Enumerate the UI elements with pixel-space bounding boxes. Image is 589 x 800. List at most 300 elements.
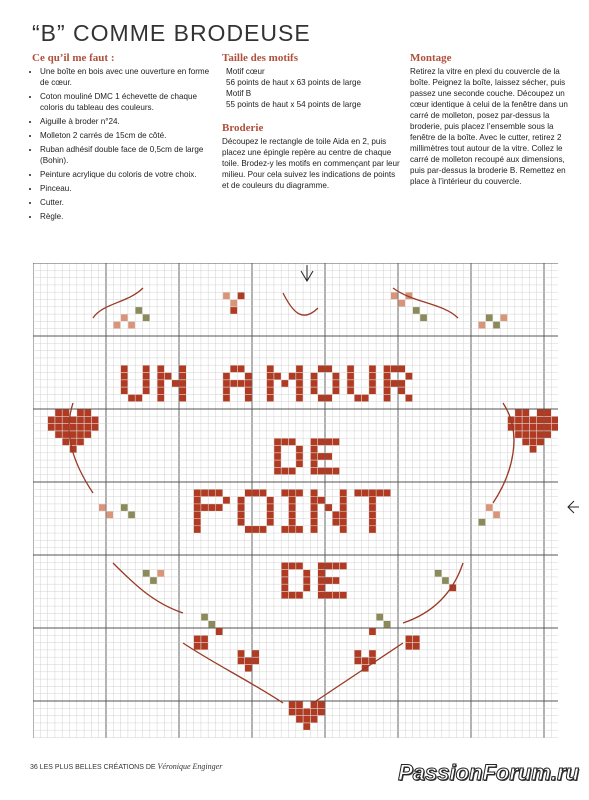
word-amour [391, 366, 398, 373]
word-point-outline [216, 504, 223, 511]
word-point-outline [289, 504, 296, 511]
heart-left [92, 424, 99, 431]
sizes-column [222, 52, 402, 191]
word-point-outline [194, 490, 201, 497]
word-point-outline [311, 519, 318, 526]
word-de-lower [340, 563, 347, 570]
word-point-outline [311, 504, 318, 511]
flower-stitch [157, 570, 164, 577]
word-de-lower [333, 592, 340, 599]
word-un [121, 373, 128, 380]
word-amour [369, 380, 376, 387]
word-point-outline [369, 504, 376, 511]
assembly-column [410, 52, 580, 187]
heart-right [544, 409, 551, 416]
flower-stitch [493, 512, 500, 519]
heart-bottom [289, 701, 296, 708]
word-un [157, 366, 164, 373]
ornament [245, 658, 252, 665]
word-amour [406, 395, 413, 402]
word-un [179, 387, 186, 394]
word-point-outline [238, 519, 245, 526]
word-amour [311, 380, 318, 387]
word-de [282, 439, 289, 446]
word-amour [267, 366, 274, 373]
word-amour [398, 380, 405, 387]
heart-left [63, 409, 70, 416]
word-de [311, 460, 318, 467]
heart-right [522, 417, 529, 424]
flower-stitch [121, 504, 128, 511]
materials-list [32, 66, 212, 222]
word-un [143, 366, 150, 373]
word-amour [238, 366, 245, 373]
heart-right [537, 431, 544, 438]
word-amour [245, 395, 252, 402]
word-point-outline [267, 497, 274, 504]
word-amour [347, 387, 354, 394]
word-point-outline [340, 490, 347, 497]
word-amour [398, 387, 405, 394]
word-point-outline [340, 519, 347, 526]
word-de [274, 446, 281, 453]
heart-right [544, 417, 551, 424]
word-point-outline [238, 497, 245, 504]
word-de-lower [303, 570, 310, 577]
heart-left [70, 424, 77, 431]
heart-right [537, 409, 544, 416]
list-item: • Ruban adhésif double face de 0,5cm de large (Bohin). [40, 144, 212, 166]
word-amour [245, 380, 252, 387]
flower-stitch [501, 314, 508, 321]
word-de-lower [318, 577, 325, 584]
word-de [274, 439, 281, 446]
forum-watermark: PassionForum.ru [398, 760, 579, 785]
word-point-outline [362, 490, 369, 497]
heart-right [522, 409, 529, 416]
materials-column [32, 52, 212, 225]
ornament [413, 643, 420, 650]
word-de-lower [296, 563, 303, 570]
word-point-outline [252, 526, 259, 533]
word-de [311, 453, 318, 460]
word-de [296, 446, 303, 453]
heart-bottom [318, 701, 325, 708]
flower-stitch [486, 314, 493, 321]
word-point-outline [369, 497, 376, 504]
heart-left [48, 417, 55, 424]
heart-right [537, 424, 544, 431]
word-point-outline [223, 497, 230, 504]
flower-stitch [128, 512, 135, 519]
ornament [406, 636, 413, 643]
word-point-outline [333, 519, 340, 526]
heart-left [77, 439, 84, 446]
heart-left [55, 417, 62, 424]
ornament [194, 636, 201, 643]
list-item: • Cutter. [40, 197, 212, 208]
word-de-lower [340, 592, 347, 599]
word-amour [223, 380, 230, 387]
heart-bottom [303, 723, 310, 730]
word-amour [238, 380, 245, 387]
word-point-outline [376, 490, 383, 497]
word-de [325, 468, 332, 475]
flower-stitch [143, 314, 150, 321]
heart-bottom [303, 709, 310, 716]
flower-stitch [486, 504, 493, 511]
word-amour [347, 380, 354, 387]
word-un [121, 380, 128, 387]
word-point-outline [209, 504, 216, 511]
word-point-outline [245, 490, 252, 497]
word-amour [362, 395, 369, 402]
heart-right [544, 431, 551, 438]
word-un [179, 395, 186, 402]
embroidery-text: Découpez le rectangle de toile Aida en 2, puis placez une épingle repère au centre de chaque toile. Brodez-y les motifs en commençant par leur milieu. Pour cela suivez les indications de points et de couleurs du diagramme. [222, 137, 400, 190]
flower-stitch [493, 322, 500, 329]
word-de-lower [282, 563, 289, 570]
word-amour [223, 373, 230, 380]
word-point-outline [201, 504, 208, 511]
ornament [355, 650, 362, 657]
word-point-outline [289, 497, 296, 504]
word-amour [406, 373, 413, 380]
ornament [362, 658, 369, 665]
word-de-lower [325, 577, 332, 584]
word-point-outline [201, 490, 208, 497]
center-arrow-left-icon [565, 500, 581, 514]
heart-bottom [296, 716, 303, 723]
word-de-lower [282, 585, 289, 592]
word-amour [347, 366, 354, 373]
flower-stitch [479, 322, 486, 329]
word-de [325, 439, 332, 446]
word-de-lower [289, 563, 296, 570]
word-de [318, 453, 325, 460]
word-un [179, 366, 186, 373]
word-amour [384, 380, 391, 387]
word-amour [245, 387, 252, 394]
word-amour [311, 387, 318, 394]
word-de-lower [289, 592, 296, 599]
heart-right [515, 424, 522, 431]
flower-stitch [435, 570, 442, 577]
heart-left [84, 431, 91, 438]
flower-stitch [99, 504, 106, 511]
word-un [136, 395, 143, 402]
word-point-outline [311, 497, 318, 504]
word-de [296, 460, 303, 467]
word-amour [333, 373, 340, 380]
word-de-lower [303, 577, 310, 584]
word-amour [267, 380, 274, 387]
word-de [289, 468, 296, 475]
size-line: Motif B [226, 89, 252, 98]
ornament [413, 636, 420, 643]
heart-left [84, 409, 91, 416]
word-de [296, 453, 303, 460]
word-amour [318, 395, 325, 402]
assembly-heading: Montage [410, 52, 452, 64]
flower-stitch [201, 614, 208, 621]
word-de-lower [325, 592, 332, 599]
ornament [252, 650, 259, 657]
word-de-lower [325, 563, 332, 570]
flower-stitch [106, 512, 113, 519]
flower-stitch [420, 314, 427, 321]
word-point-outline [384, 490, 391, 497]
word-de [318, 468, 325, 475]
word-point-outline [209, 490, 216, 497]
word-un [121, 366, 128, 373]
heart-bottom [318, 709, 325, 716]
flower-stitch [136, 307, 143, 314]
word-point-outline [194, 519, 201, 526]
vine-line [183, 643, 283, 703]
word-point-outline [238, 504, 245, 511]
page-footer [30, 762, 222, 771]
ornament [238, 650, 245, 657]
flower-stitch [128, 322, 135, 329]
heart-left [77, 431, 84, 438]
word-de-lower [318, 563, 325, 570]
ornament [406, 643, 413, 650]
list-item: • Une boîte en bois avec une ouverture en forme de cœur. [40, 66, 212, 88]
word-amour [230, 380, 237, 387]
word-amour [245, 373, 252, 380]
word-amour [223, 395, 230, 402]
word-point-outline [296, 490, 303, 497]
heart-bottom [296, 709, 303, 716]
flower-stitch [209, 621, 216, 628]
heart-right [530, 424, 537, 431]
page-number: 36 [30, 764, 38, 771]
word-un [172, 380, 179, 387]
word-de [311, 439, 318, 446]
heart-right [537, 417, 544, 424]
word-un [157, 395, 164, 402]
word-de [274, 468, 281, 475]
word-amour [230, 366, 237, 373]
ornament [194, 643, 201, 650]
heart-right [522, 424, 529, 431]
vine-line [283, 293, 318, 315]
word-point-outline [289, 519, 296, 526]
word-amour [296, 366, 303, 373]
word-amour [267, 387, 274, 394]
word-un [143, 380, 150, 387]
size-line: Motif cœur [226, 67, 265, 76]
word-amour [296, 373, 303, 380]
heart-left [63, 439, 70, 446]
word-point-outline [267, 504, 274, 511]
word-un [179, 373, 186, 380]
heart-right [515, 431, 522, 438]
heart-left [63, 424, 70, 431]
heart-left [55, 431, 62, 438]
heart-left [70, 431, 77, 438]
word-de [333, 468, 340, 475]
list-item: • Molleton 2 carrés de 15cm de côté. [40, 130, 212, 141]
word-amour [274, 373, 281, 380]
word-de [311, 446, 318, 453]
word-point-outline [311, 512, 318, 519]
heart-left [84, 417, 91, 424]
center-arrow-down-icon [301, 265, 313, 281]
heart-bottom [289, 709, 296, 716]
heart-right [522, 431, 529, 438]
cross-stitch-chart [33, 263, 558, 738]
heart-right [530, 417, 537, 424]
word-point-outline [340, 512, 347, 519]
word-un [143, 373, 150, 380]
word-point-outline [267, 512, 274, 519]
word-point-outline [289, 526, 296, 533]
heart-left [55, 424, 62, 431]
word-amour [333, 387, 340, 394]
vine-line [403, 563, 463, 623]
word-point-outline [245, 526, 252, 533]
word-point-outline [194, 526, 201, 533]
ornament [201, 636, 208, 643]
flower-stitch [442, 577, 449, 584]
heart-right [552, 424, 558, 431]
word-amour [384, 366, 391, 373]
word-amour [267, 373, 274, 380]
word-de-lower [282, 570, 289, 577]
word-point-outline [340, 497, 347, 504]
word-de [282, 468, 289, 475]
word-amour [289, 373, 296, 380]
word-de [289, 439, 296, 446]
flower-stitch [376, 614, 383, 621]
word-amour [384, 395, 391, 402]
word-un [143, 387, 150, 394]
heart-left [77, 424, 84, 431]
word-point-outline [289, 512, 296, 519]
word-point-outline [260, 526, 267, 533]
word-point-outline [311, 526, 318, 533]
word-point-outline [369, 512, 376, 519]
word-amour [333, 380, 340, 387]
word-un [121, 387, 128, 394]
flower-stitch [369, 628, 376, 635]
flower-stitch [238, 293, 245, 300]
list-item: • Pinceau. [40, 183, 212, 194]
word-point-outline [252, 490, 259, 497]
ornament [201, 643, 208, 650]
word-amour [391, 380, 398, 387]
heart-right [537, 439, 544, 446]
heart-right [522, 439, 529, 446]
word-point-outline [333, 512, 340, 519]
word-de [274, 460, 281, 467]
heart-right [515, 417, 522, 424]
word-point-outline [325, 504, 332, 511]
list-item: • Peinture acrylique du coloris de votre choix. [40, 169, 212, 180]
heart-right [530, 431, 537, 438]
word-un [128, 395, 135, 402]
ornament [238, 658, 245, 665]
list-item: • Coton mouliné DMC 1 échevette de chaque coloris du tableau des couleurs. [40, 91, 212, 113]
heart-bottom [303, 716, 310, 723]
flower-stitch [384, 621, 391, 628]
word-point-outline [318, 497, 325, 504]
ornament [245, 665, 252, 672]
word-point-outline [311, 490, 318, 497]
heart-left [63, 417, 70, 424]
word-un [157, 380, 164, 387]
word-de-lower [318, 585, 325, 592]
flower-stitch [398, 300, 405, 307]
word-un [157, 373, 164, 380]
word-un [165, 373, 172, 380]
word-de [311, 468, 318, 475]
word-de-lower [296, 592, 303, 599]
word-amour [325, 366, 332, 373]
flower-stitch [216, 628, 223, 635]
heart-right [552, 417, 558, 424]
word-amour [355, 395, 362, 402]
word-de-lower [318, 570, 325, 577]
word-point-outline [194, 497, 201, 504]
heart-left [84, 424, 91, 431]
word-de-lower [282, 592, 289, 599]
heart-left [77, 409, 84, 416]
word-point-outline [282, 526, 289, 533]
heart-right [515, 409, 522, 416]
word-de [274, 453, 281, 460]
word-de [333, 439, 340, 446]
word-point-outline [340, 526, 347, 533]
size-line: 56 points de haut x 63 points de large [226, 78, 361, 87]
word-point-outline [194, 512, 201, 519]
ornament [355, 658, 362, 665]
heart-bottom [296, 701, 303, 708]
word-amour [398, 366, 405, 373]
word-point-outline [267, 519, 274, 526]
flower-stitch [150, 577, 157, 584]
word-amour [296, 395, 303, 402]
list-item: • Aiguille à broder n°24. [40, 116, 212, 127]
word-point-outline [238, 512, 245, 519]
flower-stitch [121, 314, 128, 321]
word-amour [267, 395, 274, 402]
word-un [157, 387, 164, 394]
word-amour [318, 366, 325, 373]
flower-stitch [479, 519, 486, 526]
flower-stitch [230, 307, 237, 314]
word-point-outline [282, 490, 289, 497]
word-amour [296, 380, 303, 387]
word-point-outline [296, 526, 303, 533]
word-de-lower [318, 592, 325, 599]
sizes-heading: Taille des motifs [222, 52, 298, 64]
heart-right [544, 424, 551, 431]
heart-left [63, 431, 70, 438]
word-point-outline [340, 504, 347, 511]
word-point-outline [369, 526, 376, 533]
word-point-outline [289, 490, 296, 497]
word-amour [384, 387, 391, 394]
word-point-outline [355, 490, 362, 497]
word-point-outline [369, 519, 376, 526]
heart-right [530, 446, 537, 453]
heart-right [530, 439, 537, 446]
word-amour [282, 380, 289, 387]
author-signature: Véronique Enginger [157, 762, 223, 771]
